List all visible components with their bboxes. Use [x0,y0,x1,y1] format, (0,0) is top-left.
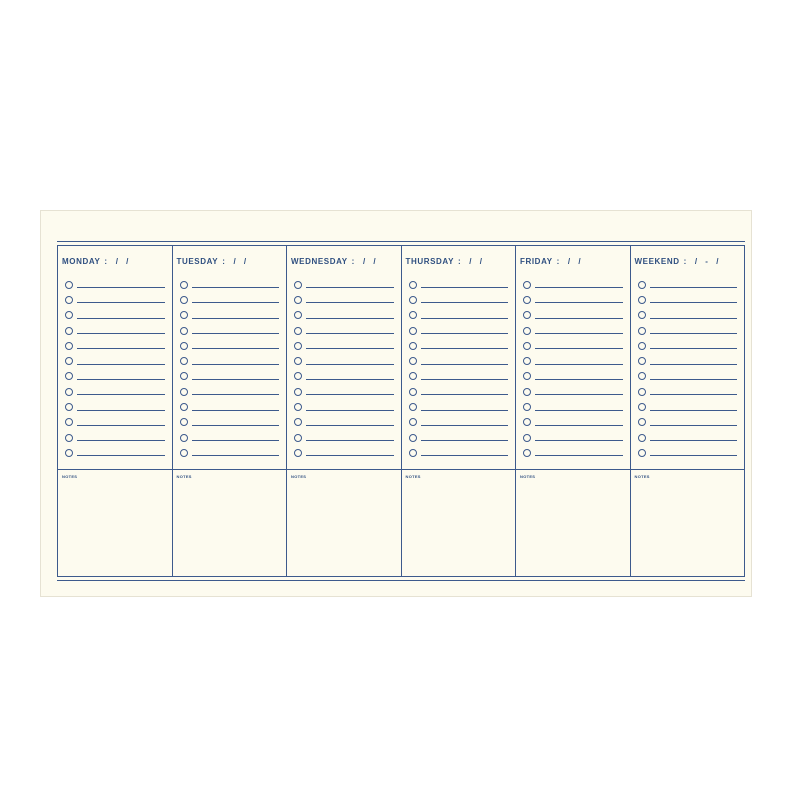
task-line[interactable] [192,348,280,349]
checkbox-circle[interactable] [65,327,73,335]
task-row [294,430,394,445]
date-field: / / [567,257,584,266]
task-line[interactable] [77,302,165,303]
day-column-monday [57,246,173,576]
task-row [523,323,623,338]
checkbox-circle[interactable] [180,449,188,457]
checkbox-circle[interactable] [638,388,646,396]
checkbox-circle[interactable] [294,281,302,289]
checkbox-circle[interactable] [523,449,531,457]
task-row [65,277,165,292]
task-row [180,399,280,414]
checkbox-circle[interactable] [523,388,531,396]
task-row [523,399,623,414]
task-line[interactable] [306,364,394,365]
task-row [409,277,509,292]
checkbox-circle[interactable] [523,434,531,442]
checkbox-circle[interactable] [180,418,188,426]
task-row [294,338,394,353]
day-separator: : [556,257,560,266]
checkbox-circle[interactable] [294,388,302,396]
notes-label: NOTES [634,474,650,479]
task-row [180,323,280,338]
task-row [294,399,394,414]
task-line[interactable] [421,302,509,303]
task-row [294,369,394,384]
day-header [177,257,250,266]
task-row [180,292,280,307]
task-line[interactable] [306,333,394,334]
task-line[interactable] [421,394,509,395]
day-separator: : [351,257,355,266]
weekly-planner-pad [40,210,752,597]
checkbox-circle[interactable] [65,434,73,442]
notes-label: NOTES [291,474,307,479]
task-row [409,384,509,399]
task-row [65,308,165,323]
task-row [180,445,280,460]
task-row [638,353,738,368]
checkbox-circle[interactable] [409,388,417,396]
task-row [523,338,623,353]
task-line[interactable] [192,302,280,303]
date-field: / / [115,257,132,266]
checkbox-circle[interactable] [523,296,531,304]
task-line[interactable] [650,394,738,395]
task-line[interactable] [421,318,509,319]
day-column-thursday [402,246,517,576]
date-field: / / [233,257,250,266]
task-row [638,277,738,292]
task-row [65,323,165,338]
checkbox-circle[interactable] [180,342,188,350]
task-row [409,353,509,368]
task-line[interactable] [650,287,738,288]
checkbox-circle[interactable] [523,342,531,350]
task-line[interactable] [192,287,280,288]
checkbox-circle[interactable] [65,281,73,289]
checkbox-circle[interactable] [523,403,531,411]
checkbox-circle[interactable] [409,281,417,289]
checkbox-circle[interactable] [180,434,188,442]
task-line[interactable] [192,333,280,334]
notes-section[interactable] [516,469,630,576]
task-row [523,384,623,399]
task-line[interactable] [192,410,280,411]
task-line[interactable] [77,440,165,441]
task-row [638,384,738,399]
task-row [65,338,165,353]
task-row [638,338,738,353]
day-column-tuesday [173,246,288,576]
checkbox-circle[interactable] [180,281,188,289]
task-line[interactable] [306,318,394,319]
task-line[interactable] [535,394,623,395]
notes-label: NOTES [405,474,421,479]
checkbox-circle[interactable] [294,342,302,350]
checkbox-circle[interactable] [65,311,73,319]
day-column-wednesday [287,246,402,576]
task-line[interactable] [306,302,394,303]
task-row [294,277,394,292]
checkbox-circle[interactable] [409,357,417,365]
checkbox-circle[interactable] [294,372,302,380]
task-row [294,308,394,323]
day-name: FRIDAY [520,257,553,266]
task-row [409,430,509,445]
task-line[interactable] [421,348,509,349]
checkbox-circle[interactable] [638,449,646,457]
checkbox-circle[interactable] [523,418,531,426]
task-line[interactable] [535,348,623,349]
task-row [409,445,509,460]
task-row [409,292,509,307]
task-line[interactable] [650,455,738,456]
task-row [180,277,280,292]
task-row [65,353,165,368]
checkbox-circle[interactable] [65,342,73,350]
task-line[interactable] [650,302,738,303]
task-line[interactable] [77,318,165,319]
task-line[interactable] [77,394,165,395]
checkbox-circle[interactable] [409,372,417,380]
task-row [523,292,623,307]
planner-grid [57,245,745,577]
task-line[interactable] [535,455,623,456]
checkbox-circle[interactable] [180,403,188,411]
task-row [294,292,394,307]
date-field: / / [362,257,379,266]
task-line[interactable] [650,364,738,365]
day-name: WEEKEND [634,257,680,266]
day-header [520,257,584,266]
checkbox-circle[interactable] [523,327,531,335]
task-row [638,308,738,323]
notes-section[interactable] [173,469,287,576]
task-row [180,353,280,368]
task-list [523,277,623,461]
task-row [180,415,280,430]
task-line[interactable] [306,410,394,411]
checkbox-circle[interactable] [65,296,73,304]
task-row [638,445,738,460]
day-header [62,257,131,266]
task-line[interactable] [192,379,280,380]
task-line[interactable] [77,425,165,426]
checkbox-circle[interactable] [180,357,188,365]
task-line[interactable] [192,440,280,441]
checkbox-circle[interactable] [294,311,302,319]
task-row [523,415,623,430]
checkbox-circle[interactable] [409,434,417,442]
task-line[interactable] [650,379,738,380]
task-row [409,415,509,430]
checkbox-circle[interactable] [409,418,417,426]
task-line[interactable] [535,318,623,319]
task-line[interactable] [77,455,165,456]
task-line[interactable] [650,440,738,441]
day-separator: : [222,257,226,266]
day-separator: : [458,257,462,266]
task-line[interactable] [77,333,165,334]
task-row [180,430,280,445]
task-line[interactable] [306,348,394,349]
checkbox-circle[interactable] [65,418,73,426]
notes-label: NOTES [62,474,78,479]
checkbox-circle[interactable] [638,342,646,350]
task-row [523,277,623,292]
task-line[interactable] [306,379,394,380]
task-row [409,323,509,338]
notes-section[interactable] [631,469,745,576]
task-line[interactable] [535,379,623,380]
task-line[interactable] [77,379,165,380]
task-list [294,277,394,461]
task-row [65,384,165,399]
task-row [638,430,738,445]
task-row [65,430,165,445]
task-row [409,399,509,414]
task-line[interactable] [77,364,165,365]
checkbox-circle[interactable] [638,418,646,426]
task-row [523,430,623,445]
task-line[interactable] [535,364,623,365]
checkbox-circle[interactable] [294,418,302,426]
task-line[interactable] [421,455,509,456]
task-line[interactable] [535,287,623,288]
task-line[interactable] [535,425,623,426]
checkbox-circle[interactable] [409,342,417,350]
checkbox-circle[interactable] [409,296,417,304]
notes-section[interactable] [402,469,516,576]
task-line[interactable] [421,440,509,441]
checkbox-circle[interactable] [638,311,646,319]
date-field: / / [469,257,485,266]
checkbox-circle[interactable] [638,281,646,289]
checkbox-circle[interactable] [638,372,646,380]
task-row [180,308,280,323]
task-line[interactable] [306,440,394,441]
checkbox-circle[interactable] [409,311,417,319]
task-row [638,369,738,384]
task-line[interactable] [650,348,738,349]
checkbox-circle[interactable] [638,357,646,365]
day-header [291,257,379,266]
task-line[interactable] [192,425,280,426]
checkbox-circle[interactable] [65,449,73,457]
checkbox-circle[interactable] [180,372,188,380]
checkbox-circle[interactable] [638,327,646,335]
task-row [294,415,394,430]
checkbox-circle[interactable] [523,311,531,319]
task-line[interactable] [650,318,738,319]
task-row [294,353,394,368]
task-row [180,369,280,384]
task-row [65,369,165,384]
checkbox-circle[interactable] [180,388,188,396]
task-line[interactable] [650,333,738,334]
checkbox-circle[interactable] [638,434,646,442]
task-list [409,277,509,461]
task-line[interactable] [77,410,165,411]
day-name: TUESDAY [176,257,219,266]
task-line[interactable] [77,348,165,349]
task-row [294,323,394,338]
checkbox-circle[interactable] [65,403,73,411]
day-separator: : [104,257,108,266]
checkbox-circle[interactable] [294,327,302,335]
checkbox-circle[interactable] [638,296,646,304]
task-line[interactable] [306,394,394,395]
task-row [523,445,623,460]
date-field: / - / [694,257,722,266]
task-row [65,415,165,430]
task-line[interactable] [306,425,394,426]
checkbox-circle[interactable] [294,434,302,442]
checkbox-circle[interactable] [294,357,302,365]
notes-section[interactable] [58,469,172,576]
planner-frame [57,241,745,581]
task-line[interactable] [192,364,280,365]
checkbox-circle[interactable] [65,372,73,380]
task-line[interactable] [306,455,394,456]
task-line[interactable] [421,410,509,411]
task-row [409,369,509,384]
task-row [65,399,165,414]
checkbox-circle[interactable] [65,357,73,365]
task-row [65,445,165,460]
task-line[interactable] [535,302,623,303]
task-row [638,415,738,430]
task-row [409,338,509,353]
task-line[interactable] [421,333,509,334]
task-row [65,292,165,307]
task-row [523,308,623,323]
day-separator: : [683,257,687,266]
task-row [180,338,280,353]
checkbox-circle[interactable] [638,403,646,411]
notes-label: NOTES [520,474,536,479]
task-line[interactable] [421,364,509,365]
checkbox-circle[interactable] [523,372,531,380]
checkbox-circle[interactable] [294,403,302,411]
checkbox-circle[interactable] [65,388,73,396]
task-row [638,399,738,414]
task-line[interactable] [535,440,623,441]
task-row [523,353,623,368]
task-line[interactable] [650,425,738,426]
checkbox-circle[interactable] [409,403,417,411]
task-row [294,445,394,460]
checkbox-circle[interactable] [409,327,417,335]
task-row [638,323,738,338]
checkbox-circle[interactable] [294,296,302,304]
checkbox-circle[interactable] [294,449,302,457]
day-name: MONDAY [62,257,101,266]
day-column-friday [516,246,631,576]
notes-label: NOTES [176,474,192,479]
task-line[interactable] [535,410,623,411]
day-column-weekend [631,246,746,576]
checkbox-circle[interactable] [180,296,188,304]
task-line[interactable] [535,333,623,334]
task-row [294,384,394,399]
day-name: WEDNESDAY [291,257,348,266]
task-list [180,277,280,461]
task-list [65,277,165,461]
checkbox-circle[interactable] [523,281,531,289]
task-line[interactable] [306,287,394,288]
task-line[interactable] [421,379,509,380]
task-list [638,277,738,461]
task-line[interactable] [421,287,509,288]
checkbox-circle[interactable] [180,327,188,335]
task-line[interactable] [192,318,280,319]
task-row [523,369,623,384]
checkbox-circle[interactable] [180,311,188,319]
day-header [635,257,722,266]
task-line[interactable] [77,287,165,288]
notes-section[interactable] [287,469,401,576]
task-row [409,308,509,323]
task-line[interactable] [192,455,280,456]
task-line[interactable] [650,410,738,411]
day-header [406,257,485,266]
day-name: THURSDAY [405,257,455,266]
task-line[interactable] [192,394,280,395]
task-row [180,384,280,399]
checkbox-circle[interactable] [409,449,417,457]
task-line[interactable] [421,425,509,426]
checkbox-circle[interactable] [523,357,531,365]
task-row [638,292,738,307]
